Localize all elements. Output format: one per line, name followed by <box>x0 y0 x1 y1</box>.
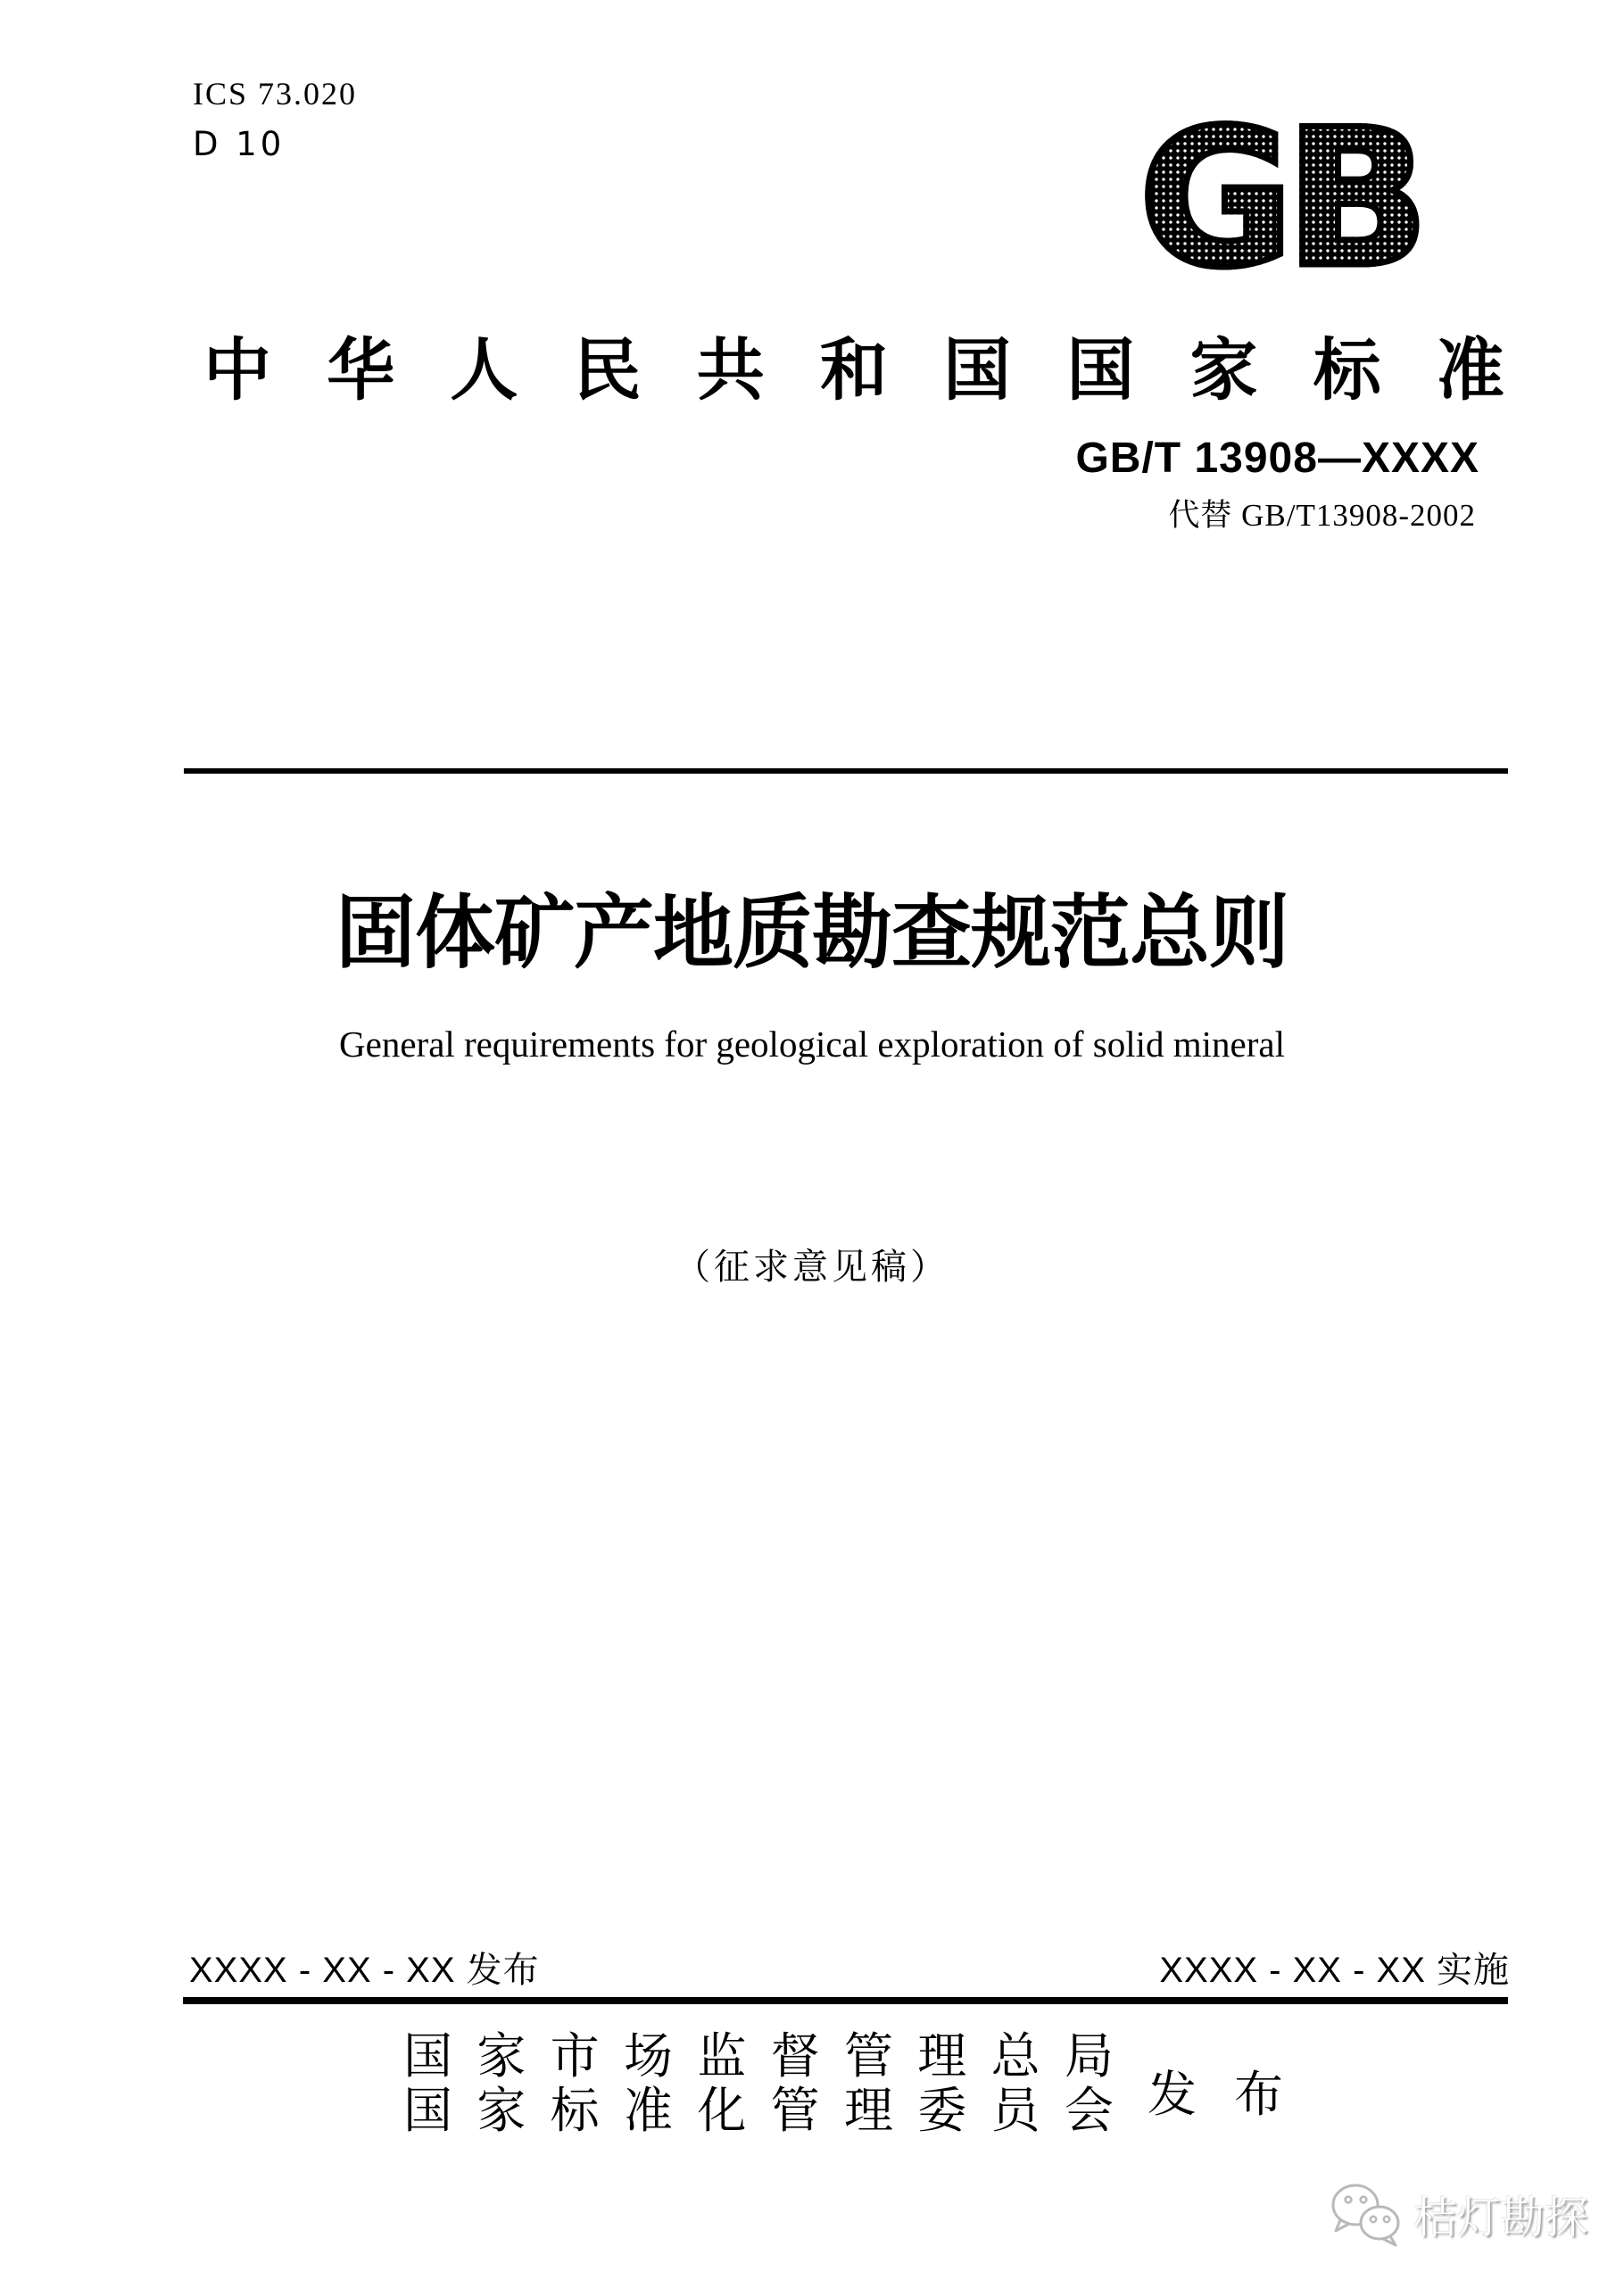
top-divider-rule <box>184 768 1508 774</box>
wechat-icon <box>1328 2181 1406 2249</box>
issued-by-label: 发 布 <box>1148 2068 1283 2122</box>
standard-number: GB/T 13908—XXXX <box>1075 435 1479 482</box>
document-title-chinese: 固体矿产地质勘查规范总则 <box>336 889 1288 978</box>
issuer-line-2: 国 家 标 准 化 管 理 委 员 会 <box>403 2084 1114 2138</box>
gb-logo <box>1110 88 1449 309</box>
gb-logo-text: GB <box>1139 88 1421 309</box>
draft-status-note: （征求意见稿） <box>675 1247 949 1287</box>
ics-code: ICS 73.020 <box>193 76 358 112</box>
replaces-note: 代替 GB/T13908-2002 <box>1168 498 1476 533</box>
implement-date: XXXX - XX - XX 实施 <box>1159 1951 1510 1990</box>
issue-date: XXXX - XX - XX 发布 <box>189 1951 540 1990</box>
document-class-code: D 10 <box>193 125 286 163</box>
issuer-line-1: 国 家 市 场 监 督 管 理 总 局 <box>403 2029 1114 2084</box>
watermark <box>1328 2181 1588 2249</box>
issuing-bodies <box>403 2029 1114 2138</box>
document-title-english: General requirements for geological exploration of solid mineral <box>339 1024 1285 1065</box>
national-standard-heading: 中 华 人 民 共 和 国 国 家 标 准 <box>203 334 1504 409</box>
watermark-text: 桔灯勘探 <box>1413 2194 1589 2242</box>
bottom-divider-rule <box>183 1997 1508 2004</box>
